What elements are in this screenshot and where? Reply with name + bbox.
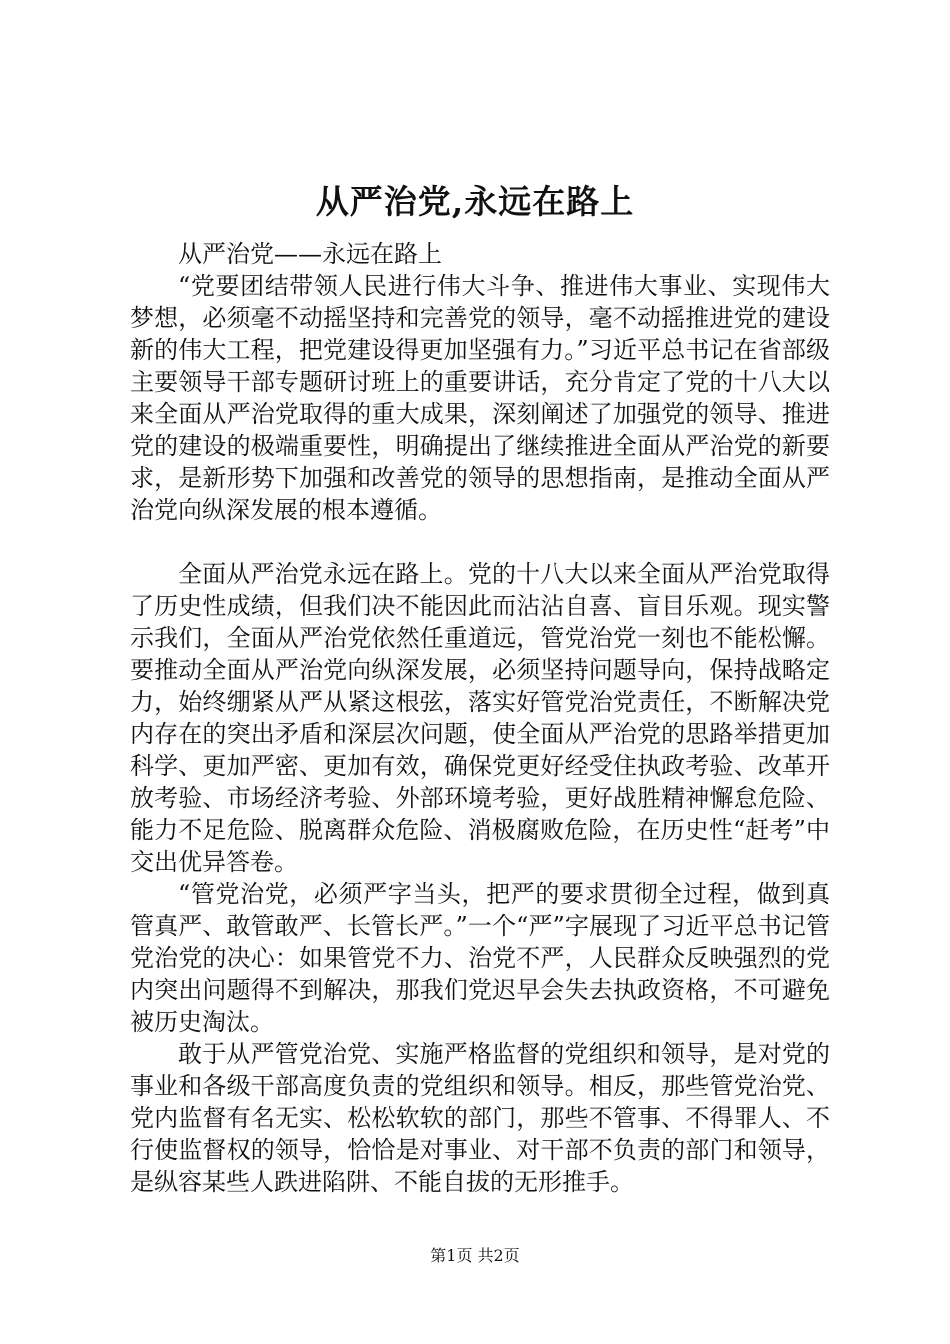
paragraph-3: “管党治党，必须严字当头，把严的要求贯彻全过程，做到真管真严、敢管敢严、长管长严。”一个“严”字展现了习近平总书记管党治党的决心：如果管党不力、治党不严，人民群众反映强烈的党内突出问题得不到解决，那我们党迟早会失去执政资格，不可避免被历史淘汰。 [130,880,830,1036]
document-title: 从严治党,永远在路上 [315,182,635,221]
page-footer: 第1页 共2页 [430,1246,520,1265]
document-body [130,238,830,1198]
paragraph-2: 全面从严治党永远在路上。党的十八大以来全面从严治党取得了历史性成绩，但我们决不能因此而沾沾自喜、盲目乐观。现实警示我们，全面从严治党依然任重道远，管党治党一刻也不能松懈。要推动全面从严治党向纵深发展，必须坚持问题导向，保持战略定力，始终绷紧从严从紧这根弦，落实好管党治党责任，不断解决党内存在的突出矛盾和深层次问题，使全面从严治党的思路举措更加科学、更加严密、更加有效，确保党更好经受住执政考验、改革开放考验、市场经济考验、外部环境考验，更好战胜精神懈怠危险、能力不足危险、脱离群众危险、消极腐败危险，在历史性“赶考”中交出优异答卷。 [130,560,830,876]
subtitle-line: 从严治党——永远在路上 [178,240,442,268]
paragraph-1: “党要团结带领人民进行伟大斗争、推进伟大事业、实现伟大梦想，必须毫不动摇坚持和完善党的领导，毫不动摇推进党的建设新的伟大工程，把党建设得更加坚强有力。”习近平总书记在省部级主要领导干部专题研讨班上的重要讲话，充分肯定了党的十八大以来全面从严治党取得的重大成果，深刻阐述了加强党的领导、推进党的建设的极端重要性，明确提出了继续推进全面从严治党的新要求，是新形势下加强和改善党的领导的思想指南，是推动全面从严治党向纵深发展的根本遵循。 [130,272,830,524]
paragraph-4: 敢于从严管党治党、实施严格监督的党组织和领导，是对党的事业和各级干部高度负责的党组织和领导。相反，那些管党治党、党内监督有名无实、松松软软的部门，那些不管事、不得罪人、不行使监督权的领导，恰恰是对事业、对干部不负责的部门和领导，是纵容某些人跌进陷阱、不能自拔的无形推手。 [130,1040,830,1196]
